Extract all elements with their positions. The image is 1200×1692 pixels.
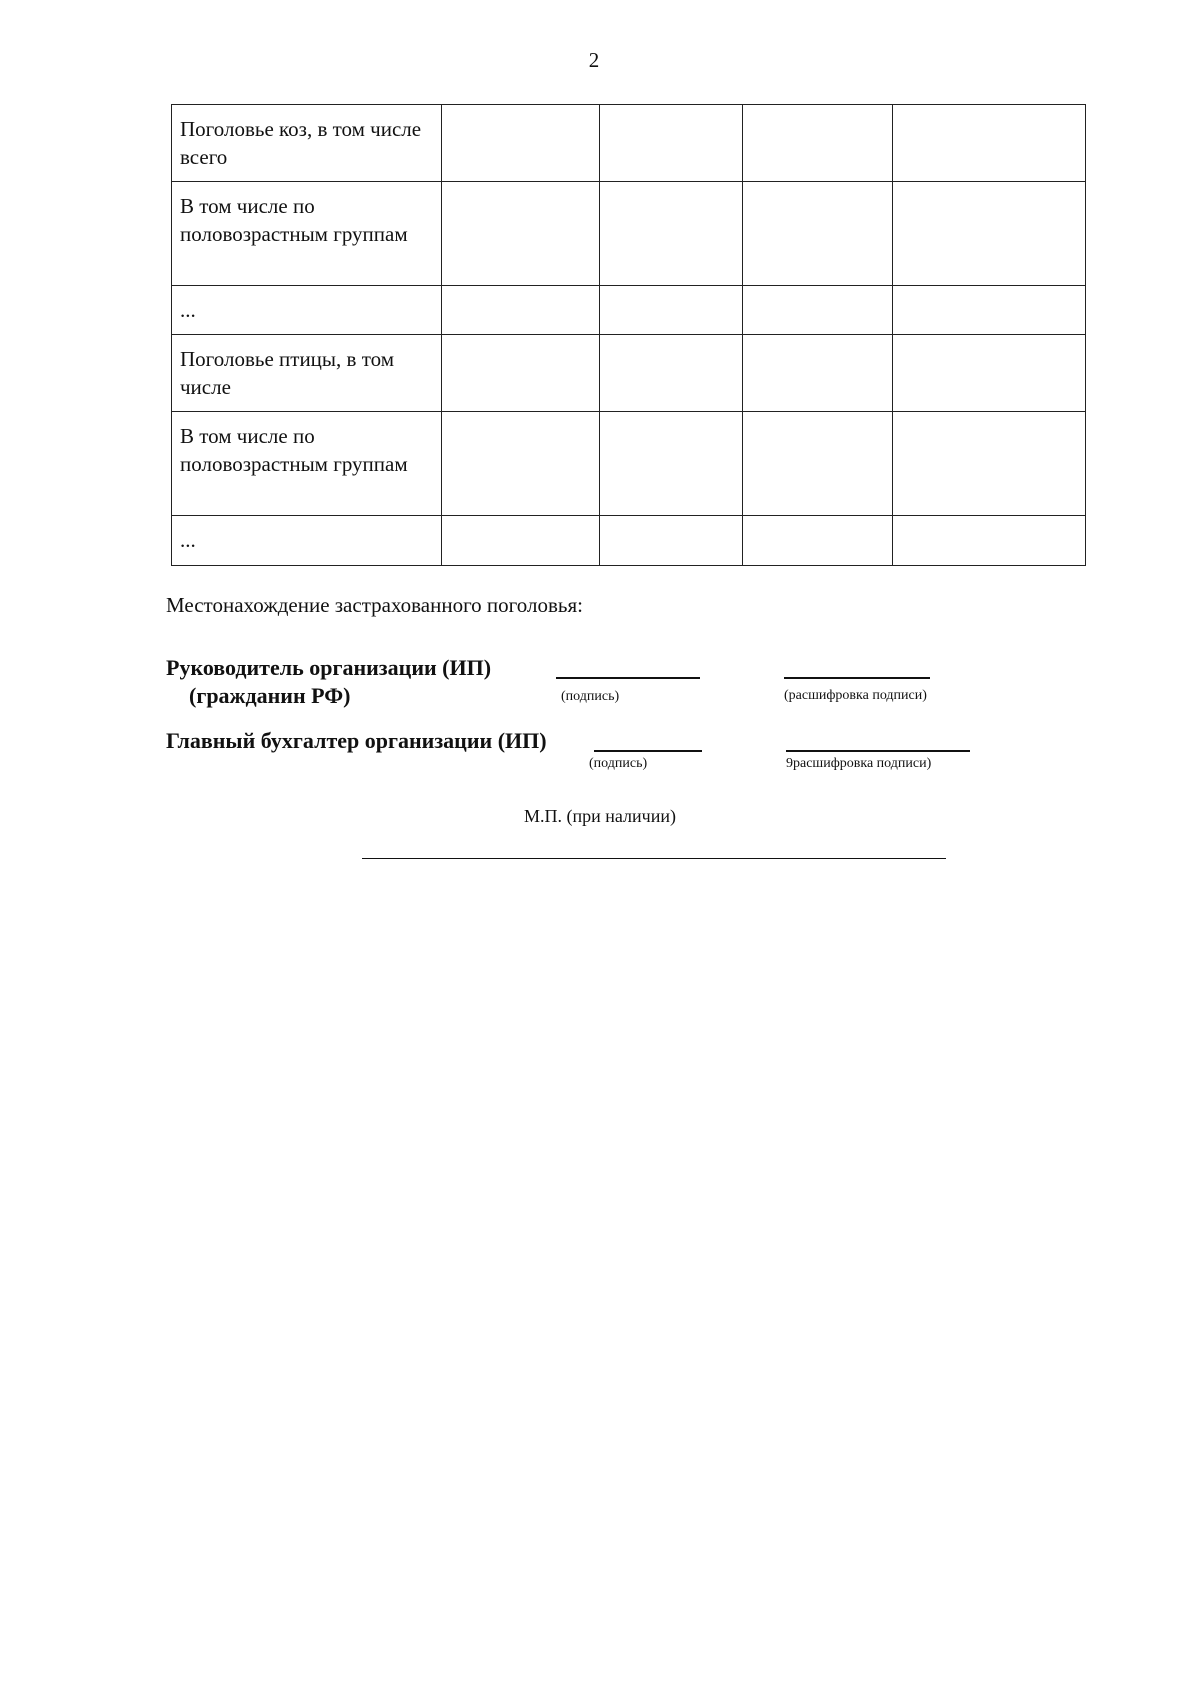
table-cell (442, 182, 600, 286)
table-cell (743, 105, 893, 182)
accountant-signature-line (594, 750, 702, 752)
table-cell (893, 516, 1086, 566)
head-signature-caption: (подпись) (561, 689, 620, 704)
table-cell (600, 182, 743, 286)
table-row (172, 286, 1086, 335)
row-label: ... (172, 286, 442, 335)
head-subtitle: (гражданин РФ) (189, 683, 351, 708)
table-cell (893, 105, 1086, 182)
row-label: Поголовье коз, в том числе всего (172, 105, 442, 182)
table-cell (442, 286, 600, 335)
head-decode-caption: (расшифровка подписи) (784, 688, 927, 703)
table-row (172, 182, 1086, 286)
table-cell (600, 335, 743, 412)
row-label: Поголовье птицы, в том числе (172, 335, 442, 412)
location-label: Местонахождение застрахованного поголовья: (166, 593, 583, 617)
table-cell (442, 516, 600, 566)
accountant-decode-caption: 9расшифровка подписи) (786, 756, 932, 771)
page-number: 2 (588, 48, 600, 72)
table-row (172, 105, 1086, 182)
table-cell (893, 286, 1086, 335)
table-cell (893, 412, 1086, 516)
table-cell (600, 286, 743, 335)
head-decode-line (784, 677, 930, 679)
head-signature-line (556, 677, 700, 679)
accountant-decode-line (786, 750, 970, 752)
table-row (172, 335, 1086, 412)
accountant-signature-caption: (подпись) (589, 756, 648, 771)
table-cell (600, 412, 743, 516)
table-cell (442, 412, 600, 516)
accountant-title: Главный бухгалтер организации (ИП) (166, 728, 547, 753)
table-cell (893, 335, 1086, 412)
table-row (172, 412, 1086, 516)
table-row (172, 516, 1086, 566)
table-cell (743, 516, 893, 566)
table-cell (442, 335, 600, 412)
table-cell (743, 412, 893, 516)
table-cell (600, 105, 743, 182)
table-cell (893, 182, 1086, 286)
livestock-table (171, 104, 1086, 566)
table-cell (743, 286, 893, 335)
table-cell (743, 182, 893, 286)
table-cell (600, 516, 743, 566)
table-cell (442, 105, 600, 182)
row-label: ... (172, 516, 442, 566)
closing-divider (362, 858, 946, 859)
head-title: Руководитель организации (ИП) (166, 655, 492, 680)
row-label: В том числе по половозрастным группам (172, 412, 442, 516)
row-label: В том числе по половозрастным группам (172, 182, 442, 286)
stamp-label: М.П. (при наличии) (524, 806, 676, 826)
table-cell (743, 335, 893, 412)
